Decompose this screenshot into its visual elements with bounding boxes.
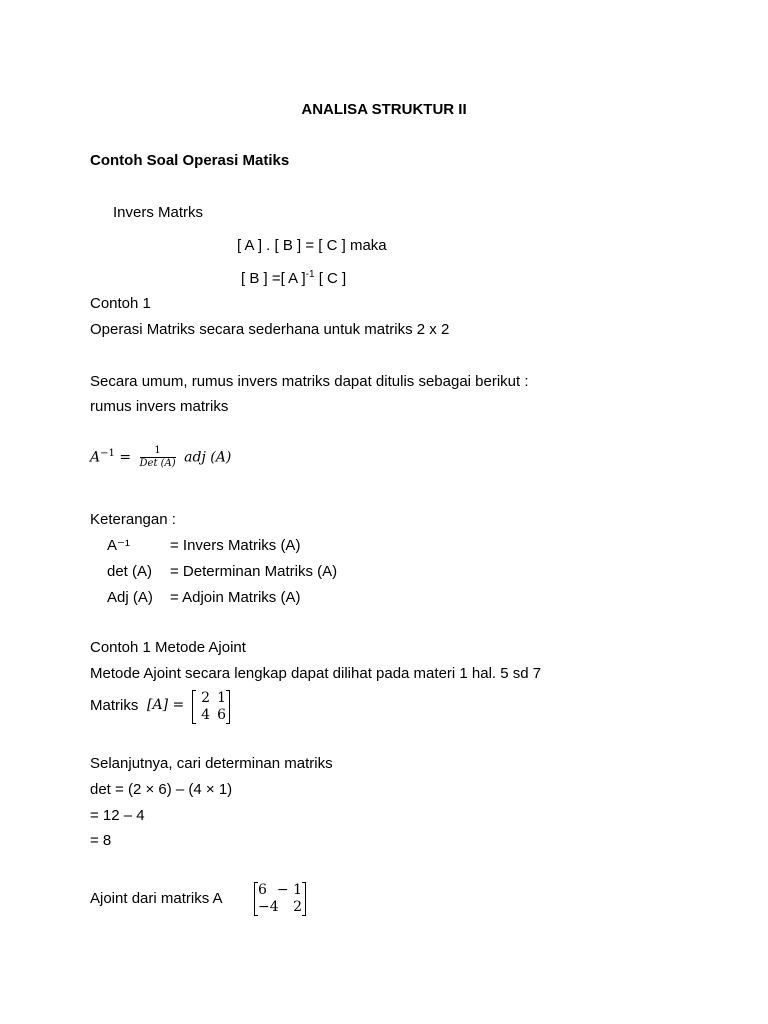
matrix-a (192, 690, 230, 724)
determinant-step-3: = 8 (90, 832, 112, 849)
matrix-a-cell: 1 (217, 690, 226, 706)
method-description: Metode Ajoint secara lengkap dapat dilihat pada materi 1 hal. 5 sd 7 (90, 665, 542, 682)
formula-denominator: Det (A) (139, 458, 176, 469)
keterangan-term-3: Adj (A) (107, 589, 153, 606)
matrix-adjoint (254, 882, 306, 916)
inverse-heading: Invers Matrks (113, 204, 204, 221)
method-title: Contoh 1 Metode Ajoint (90, 639, 246, 656)
formula-numerator: 1 (140, 446, 176, 458)
matrix-a-cell: 2 (201, 690, 210, 706)
formula-equals: = (119, 449, 132, 466)
keterangan-term-2: det (A) (107, 563, 153, 580)
equation-2-post: [ C ] (314, 270, 347, 287)
example-1-label: Contoh 1 (90, 295, 151, 312)
keterangan-title: Keterangan : (90, 511, 176, 528)
adjoint-label: Ajoint dari matriks A (90, 890, 223, 907)
keterangan-term-1: A⁻¹ (107, 537, 130, 554)
matrix-adjoint-cell: 2 (293, 899, 302, 915)
inverse-formula (90, 446, 231, 469)
general-text: Secara umum, rumus invers matriks dapat ditulis sebagai berikut : (90, 373, 529, 390)
matrix-adjoint-cell: − 1 (276, 882, 302, 898)
matrix-a-cell: 4 (201, 707, 210, 723)
formula-lhs-sup: −1 (100, 447, 115, 459)
equation-2-pre: [ B ] =[ A ] (241, 270, 306, 287)
equation-1: [ A ] . [ B ] = [ C ] maka (237, 237, 387, 254)
keterangan-def-1: = Invers Matriks (A) (170, 537, 301, 554)
equation-2 (241, 271, 346, 286)
matrix-a-cell: 6 (217, 707, 226, 723)
matrix-name: [A] = (147, 697, 185, 713)
keterangan-def-2: = Determinan Matriks (A) (170, 563, 338, 580)
matrix-label: Matriks (90, 697, 139, 714)
formula-rhs: adj (A) (184, 449, 232, 466)
matrix-adjoint-cell: −4 (258, 899, 279, 915)
formula-lhs: A (90, 449, 101, 466)
determinant-step-1: det = (2 × 6) – (4 × 1) (90, 781, 233, 798)
example-1-description: Operasi Matriks secara sederhana untuk matriks 2 x 2 (90, 321, 450, 338)
determinant-intro: Selanjutnya, cari determinan matriks (90, 755, 333, 772)
determinant-step-2: = 12 – 4 (90, 807, 145, 824)
formula-label: rumus invers matriks (90, 398, 229, 415)
keterangan-def-3: = Adjoin Matriks (A) (170, 589, 301, 606)
equation-2-sup: -1 (305, 269, 315, 280)
formula-fraction (140, 446, 176, 469)
page-title: ANALISA STRUKTUR II (301, 101, 467, 118)
matrix-adjoint-cell: 6 (258, 882, 267, 898)
section-heading: Contoh Soal Operasi Matiks (90, 152, 290, 169)
